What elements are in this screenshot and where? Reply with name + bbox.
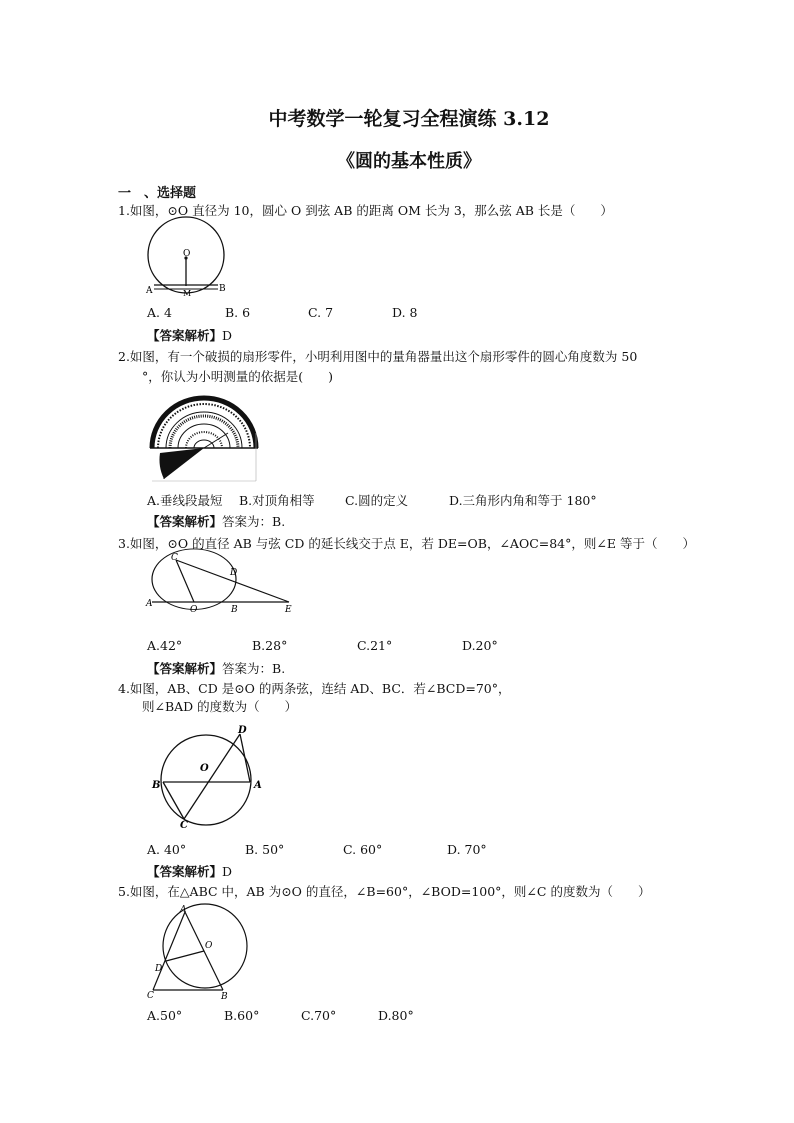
question-4-text-line1: 4.如图，AB、CD 是⊙O 的两条弦，连结 AD、BC．若∠BCD=70°， (118, 681, 511, 696)
page-title: 中考数学一轮复习全程演练 3.12 (268, 108, 550, 130)
answer-label: 【答案解析】 (147, 328, 223, 343)
answer-label: 【答案解析】 (147, 661, 223, 676)
fig4-label-c: C (180, 820, 188, 831)
question-1-figure (140, 220, 230, 300)
q3-answer (147, 659, 285, 677)
page-subtitle: 《圆的基本性质》 (337, 151, 481, 172)
q3-answer-value: 答案为：B. (222, 661, 286, 676)
q1-option-b: B. 6 (225, 305, 251, 320)
fig3-label-a: A (146, 599, 153, 609)
fig5-label-d: D (155, 964, 163, 974)
question-3-text: 3.如图，⊙O 的直径 AB 与弦 CD 的延长线交于点 E，若 DE=OB，∠AOC=84°，则∠E 等于（ ） (118, 536, 695, 551)
fig3-label-o: O (190, 605, 198, 615)
q1-answer-value: D (222, 328, 233, 343)
fig3-label-e: E (285, 605, 292, 615)
question-4-figure (150, 720, 270, 830)
q2-option-c: C.圆的定义 (345, 493, 409, 508)
fig5-label-a: A (180, 905, 187, 915)
question-1-text: 1.如图，⊙O 直径为 10，圆心 O 到弦 AB 的距离 OM 长为 3，那么弦 AB 长是（ ） (118, 203, 613, 218)
fig1-label-o: O (183, 249, 191, 259)
q4-option-c: C. 60° (343, 842, 383, 857)
q4-answer (147, 862, 232, 880)
fig1-label-m: M (183, 289, 192, 298)
q1-option-c: C. 7 (308, 305, 334, 320)
fig5-label-b: B (221, 992, 228, 1002)
question-4-text-line2: 则∠BAD 的度数为（ ） (142, 699, 298, 714)
fig4-label-a: A (254, 780, 262, 791)
fig4-label-o: O (200, 763, 209, 774)
q4-option-b: B. 50° (245, 842, 285, 857)
q3-option-c: C.21° (357, 638, 393, 653)
q5-option-a: A.50° (147, 1008, 183, 1023)
fig4-label-d: D (238, 725, 247, 736)
question-2-text-line2: °，你认为小明测量的依据是( ) (142, 369, 334, 384)
fig3-label-c: C (171, 553, 178, 563)
q2-option-b: B.对顶角相等 (239, 493, 315, 508)
q2-answer (147, 512, 285, 530)
fig3-label-b: B (231, 605, 238, 615)
question-2-text-line1: 2.如图，有一个破损的扇形零件，小明利用图中的量角器量出这个扇形零件的圆心角度数为 50 (118, 349, 638, 364)
q3-option-b: B.28° (252, 638, 288, 653)
fig5-label-o: O (205, 941, 213, 951)
q1-option-a: A. 4 (147, 305, 172, 320)
question-3-figure (144, 552, 304, 614)
fig1-label-a: A (146, 286, 153, 296)
q4-option-d: D. 70° (447, 842, 487, 857)
answer-label: 【答案解析】 (147, 514, 223, 529)
q5-option-d: D.80° (378, 1008, 414, 1023)
q4-option-a: A. 40° (147, 842, 187, 857)
fig5-label-c: C (147, 991, 154, 1001)
answer-label: 【答案解析】 (147, 864, 223, 879)
q3-option-a: A.42° (147, 638, 183, 653)
q1-option-d: D. 8 (392, 305, 418, 320)
question-5-figure (145, 902, 255, 1002)
section-heading: 一 、选择题 (118, 186, 197, 201)
q2-option-d: D.三角形内角和等于 180° (449, 493, 597, 508)
q2-answer-value: 答案为：B. (222, 514, 286, 529)
q5-option-b: B.60° (224, 1008, 260, 1023)
q2-option-a: A.垂线段最短 (147, 493, 223, 508)
fig4-label-b: B (152, 780, 161, 791)
question-2-protractor-figure (146, 393, 261, 483)
q3-option-d: D.20° (462, 638, 498, 653)
q5-option-c: C.70° (301, 1008, 337, 1023)
fig3-label-d: D (230, 568, 238, 578)
q4-answer-value: D (222, 864, 233, 879)
fig1-label-b: B (219, 284, 226, 294)
q1-answer (147, 326, 232, 344)
question-5-text: 5.如图，在△ABC 中，AB 为⊙O 的直径，∠B=60°，∠BOD=100°，则∠C 的度数为（ ） (118, 884, 651, 899)
